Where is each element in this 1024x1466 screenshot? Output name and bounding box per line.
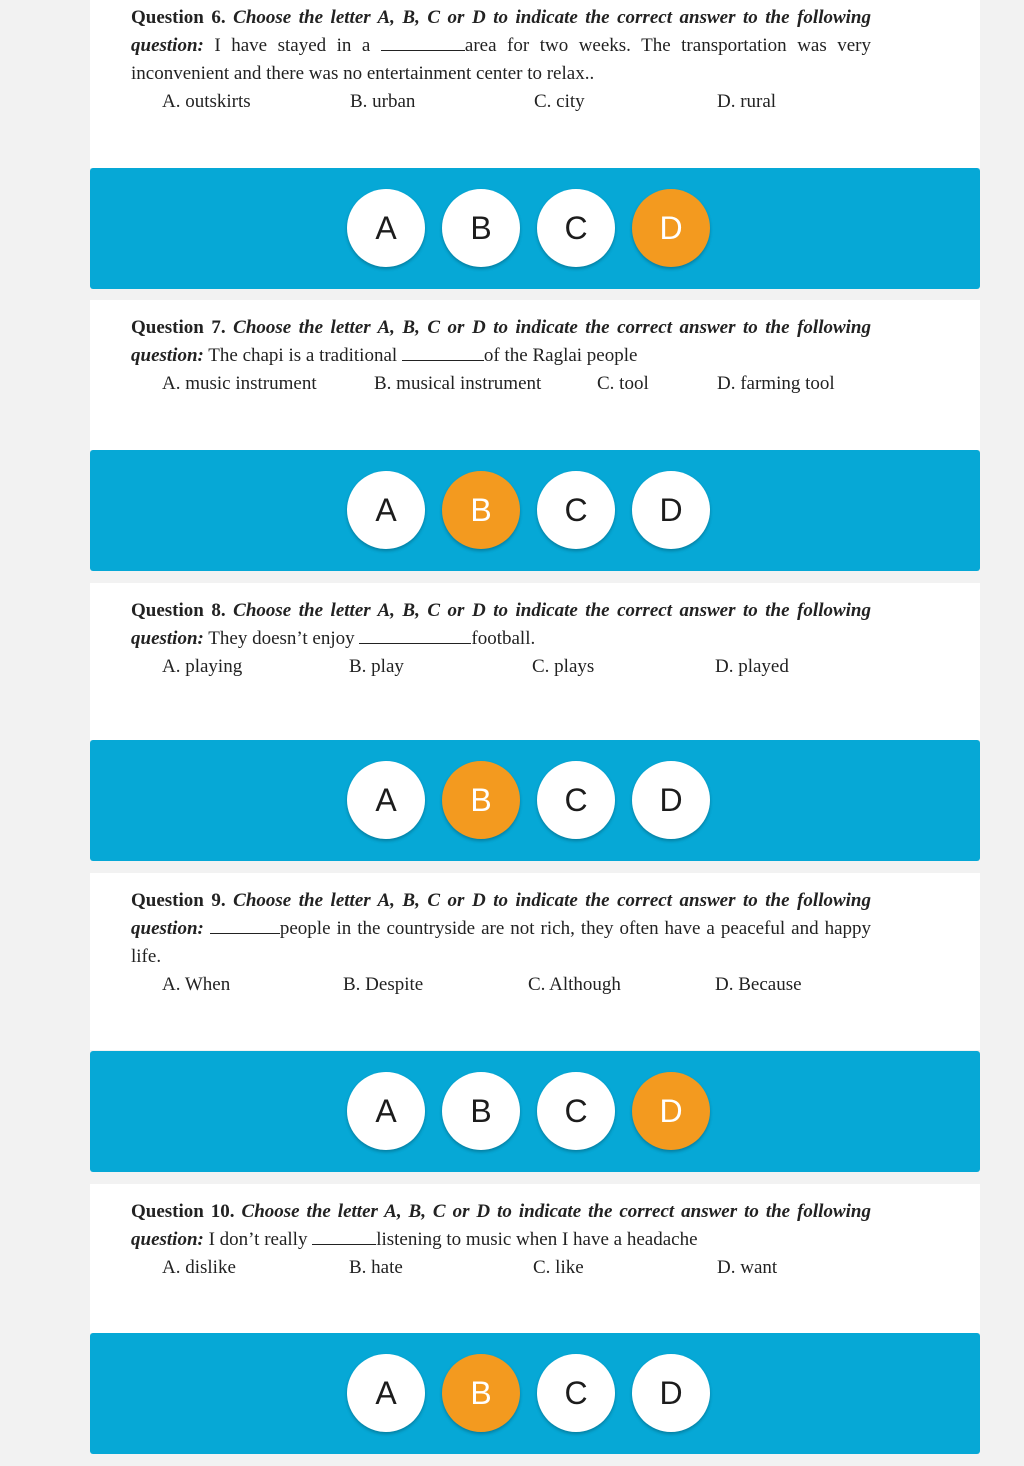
option-a: A. outskirts — [162, 91, 251, 112]
question-instruction: Choose the letter A, B, C or D to indicate the correct answer to the following — [233, 600, 871, 621]
question-content — [131, 887, 871, 999]
question-number: Question 6. — [131, 7, 226, 28]
question-card-7 — [90, 300, 980, 450]
question-stem-after: of the Raglai people — [483, 345, 638, 366]
choice-button-a[interactable]: A — [347, 1354, 425, 1432]
choice-button-d[interactable]: D — [632, 471, 710, 549]
answer-panel-10 — [90, 1333, 980, 1454]
option-c: C. city — [534, 91, 585, 112]
question-number: Question 8. — [131, 600, 226, 621]
choice-button-a[interactable]: A — [347, 189, 425, 267]
question-stem-after: area for two weeks. The transportation was very inconvenient and there was no entertainment center to relax.. — [131, 35, 872, 84]
options-row — [162, 88, 871, 116]
option-b: B. musical instrument — [374, 373, 542, 394]
choice-button-c[interactable]: C — [537, 1354, 615, 1432]
answer-panel-7 — [90, 450, 980, 571]
option-b: B. play — [349, 656, 404, 677]
choice-button-b[interactable]: B — [442, 1072, 520, 1150]
answer-panel-9 — [90, 1051, 980, 1172]
question-stem-before: I don’t really — [208, 1229, 308, 1250]
option-b: B. urban — [350, 91, 416, 112]
choice-button-a[interactable]: A — [347, 1072, 425, 1150]
choice-button-b[interactable]: B — [442, 1354, 520, 1432]
answer-blank — [402, 344, 484, 361]
question-number: Question 10. — [131, 1201, 235, 1222]
question-text — [131, 314, 871, 370]
question-label: question: — [131, 1229, 204, 1250]
question-card-8 — [90, 583, 980, 740]
choice-button-d[interactable]: D — [632, 1072, 710, 1150]
option-c: C. like — [533, 1257, 584, 1278]
question-text — [131, 4, 871, 88]
question-content — [131, 314, 871, 398]
question-stem-before: The chapi is a traditional — [208, 345, 398, 366]
choice-button-d[interactable]: D — [632, 1354, 710, 1432]
question-text — [131, 597, 871, 653]
choice-button-c[interactable]: C — [537, 1072, 615, 1150]
option-d: D. farming tool — [717, 373, 835, 394]
answer-blank — [359, 627, 471, 644]
question-stem-after: football. — [471, 628, 536, 649]
question-card-10 — [90, 1184, 980, 1333]
option-d: D. played — [715, 656, 789, 677]
options-row — [162, 370, 871, 398]
option-a: A. dislike — [162, 1257, 236, 1278]
question-card-9 — [90, 873, 980, 1050]
choice-button-d[interactable]: D — [632, 189, 710, 267]
question-stem-before: They doesn’t enjoy — [208, 628, 355, 649]
answer-blank — [312, 1228, 376, 1245]
question-label: question: — [131, 345, 204, 366]
choice-button-a[interactable]: A — [347, 761, 425, 839]
question-text — [131, 1198, 871, 1254]
option-a: A. When — [162, 974, 231, 995]
choice-button-c[interactable]: C — [537, 189, 615, 267]
question-content — [131, 597, 871, 681]
choice-button-b[interactable]: B — [442, 471, 520, 549]
question-label: question: — [131, 35, 204, 56]
question-label: question: — [131, 918, 204, 939]
choice-button-c[interactable]: C — [537, 761, 615, 839]
answer-blank — [381, 34, 465, 51]
question-content — [131, 1198, 871, 1282]
question-instruction: Choose the letter A, B, C or D to indicate the correct answer to the following — [241, 1201, 871, 1222]
question-number: Question 9. — [131, 890, 226, 911]
question-number: Question 7. — [131, 317, 226, 338]
question-instruction: Choose the letter A, B, C or D to indicate the correct answer to the following — [233, 317, 871, 338]
options-row — [162, 1254, 871, 1282]
question-text — [131, 887, 871, 971]
answer-panel-6 — [90, 168, 980, 289]
option-c: C. plays — [532, 656, 595, 677]
choice-button-a[interactable]: A — [347, 471, 425, 549]
question-stem-before: I have stayed in a — [214, 35, 371, 56]
option-b: B. hate — [349, 1257, 403, 1278]
option-b: B. Despite — [343, 974, 424, 995]
option-d: D. Because — [715, 974, 802, 995]
question-instruction: Choose the letter A, B, C or D to indicate the correct answer to the following — [233, 890, 871, 911]
option-d: D. rural — [717, 91, 777, 112]
question-content — [131, 4, 871, 116]
question-stem-after: listening to music when I have a headache — [376, 1229, 698, 1250]
answer-blank — [210, 917, 280, 934]
options-row — [162, 653, 871, 681]
question-instruction: Choose the letter A, B, C or D to indicate the correct answer to the following — [233, 7, 871, 28]
choice-button-d[interactable]: D — [632, 761, 710, 839]
choice-button-b[interactable]: B — [442, 761, 520, 839]
choice-button-c[interactable]: C — [537, 471, 615, 549]
question-card-6 — [90, 0, 980, 168]
option-a: A. music instrument — [162, 373, 317, 394]
answer-panel-8 — [90, 740, 980, 861]
options-row — [162, 971, 871, 999]
question-label: question: — [131, 628, 204, 649]
option-c: C. tool — [597, 373, 649, 394]
question-stem-after: people in the countryside are not rich, they often have a peaceful and happy life. — [131, 918, 872, 967]
option-d: D. want — [717, 1257, 778, 1278]
choice-button-b[interactable]: B — [442, 189, 520, 267]
option-a: A. playing — [162, 656, 243, 677]
option-c: C. Although — [528, 974, 621, 995]
